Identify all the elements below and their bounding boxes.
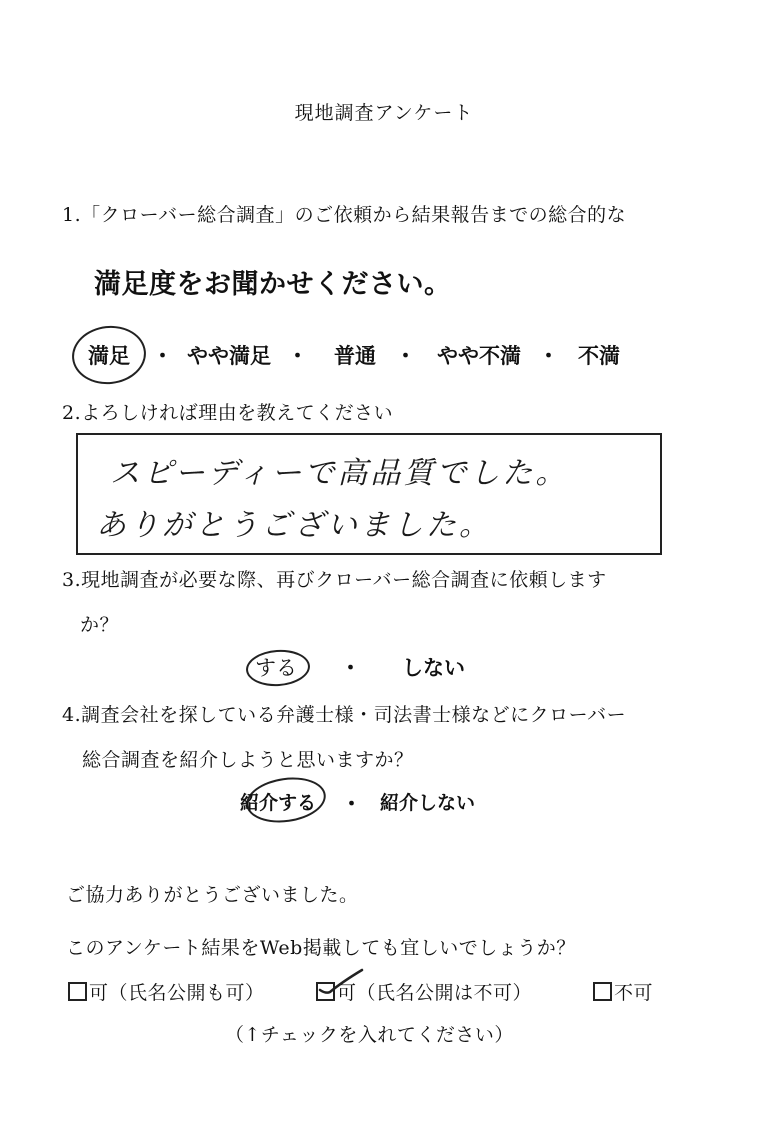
q1-question-line2: 満足度をお聞かせください。 bbox=[94, 269, 452, 300]
permission-option-label: 可（氏名公開は不可） bbox=[337, 982, 533, 1004]
closing-thanks: ご協力ありがとうございました。 bbox=[66, 884, 359, 906]
q1-option-neutral[interactable]: 普通 bbox=[334, 344, 376, 368]
q1-separator: ・ bbox=[152, 344, 173, 368]
q3-option-no[interactable]: しない bbox=[402, 656, 465, 680]
q3-option-yes[interactable]: する bbox=[255, 656, 297, 680]
permission-option-not-allowed[interactable] bbox=[593, 978, 653, 1005]
permission-option-label: 可（氏名公開も可） bbox=[89, 982, 265, 1004]
q4-question-line2: 総合調査を紹介しようと思いますか？ bbox=[82, 749, 414, 771]
page-title: 現地調査アンケート bbox=[294, 102, 474, 124]
checkbox-unchecked[interactable] bbox=[593, 982, 612, 1001]
handwritten-check-mark-icon bbox=[318, 968, 364, 998]
q1-option-satisfied[interactable]: 満足 bbox=[88, 344, 130, 368]
q1-separator: ・ bbox=[287, 344, 308, 368]
q3-question-line1: 3.現地調査が必要な際、再びクローバー総合調査に依頼します bbox=[62, 569, 607, 591]
q1-question-line1: 1.「クローバー総合調査」のご依頼から結果報告までの総合的な bbox=[62, 204, 627, 226]
q1-separator: ・ bbox=[538, 344, 559, 368]
q3-separator: ・ bbox=[340, 656, 361, 680]
q1-option-dissatisfied[interactable]: 不満 bbox=[578, 344, 620, 368]
check-instruction-note: （↑チェックを入れてください） bbox=[225, 1024, 514, 1046]
q2-handwritten-answer-line1: スピーディーで高品質でした。 bbox=[110, 456, 569, 491]
q4-question-line1: 4.調査会社を探している弁護士様・司法書士様などにクローバー bbox=[62, 704, 627, 726]
q1-separator: ・ bbox=[395, 344, 416, 368]
q4-option-recommend[interactable]: 紹介する bbox=[240, 792, 317, 814]
q4-option-not-recommend[interactable]: 紹介しない bbox=[380, 792, 476, 814]
q4-separator: ・ bbox=[341, 792, 362, 816]
q1-option-somewhat-satisfied[interactable]: やや満足 bbox=[187, 344, 271, 368]
permission-option-name-public[interactable] bbox=[68, 978, 265, 1005]
checkbox-unchecked[interactable] bbox=[68, 982, 87, 1001]
web-permission-question: このアンケート結果をWeb掲載しても宜しいでしょうか？ bbox=[66, 937, 576, 959]
permission-option-label: 不可 bbox=[614, 982, 654, 1004]
q2-question: 2.よろしければ理由を教えてください bbox=[62, 402, 394, 424]
q3-question-line2: か？ bbox=[80, 614, 120, 636]
q1-option-somewhat-dissatisfied[interactable]: やや不満 bbox=[437, 344, 521, 368]
q2-handwritten-answer-line2: ありがとうございました。 bbox=[96, 508, 492, 543]
